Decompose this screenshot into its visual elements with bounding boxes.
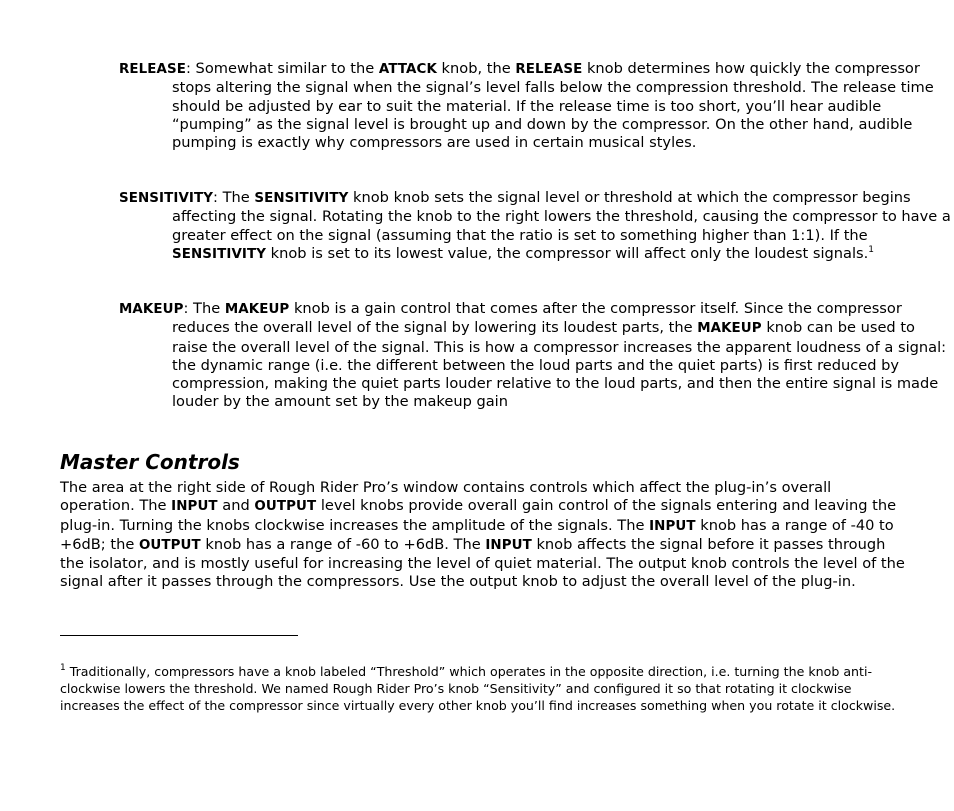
sensitivity-text: knob knob sets the signal level or threshold at which the compressor begins affecting the signal. Rotating the knob to the right lowers the threshold, causing the compressor to have a greater effect on the signal (assuming that the ratio is set to something higher than 1:1). If the: [172, 189, 951, 244]
footnote: [60, 664, 905, 714]
output-keyword: OUTPUT: [254, 499, 317, 515]
release-keyword: RELEASE: [515, 62, 583, 77]
paragraph-text: The area at the right side of Rough Rider Pro’s window contains controls which affect the plug-in’s overall operation. The: [60, 479, 832, 515]
release-text: : Somewhat similar to the: [186, 60, 379, 77]
makeup-text: knob can be used to raise the overall level of the signal. This is how a compressor increases the apparent loudness of a signal: the dynamic range (i.e. the different between the loud parts and the quiet parts) is first reduced by compression, making the quiet parts louder relative to the loud parts, and then the entire signal is made louder by the amount set by the makeup gain: [172, 319, 947, 411]
paragraph-text: knob affects the signal before it passes through the isolator, and is mostly useful for increasing the level of quiet material. The output knob controls the level of the signal after it passes through the compressors. Use the output knob to adjust the overall level of the plug-in.: [60, 535, 905, 591]
makeup-text: knob is a gain control that comes after the compressor itself. Since the compressor reduces the overall level of the signal by lowering its loudest parts, the: [172, 300, 902, 337]
footnote-reference[interactable]: 1: [868, 244, 874, 255]
sensitivity-keyword: SENSITIVITY: [172, 246, 267, 262]
section-heading: Master Controls: [60, 450, 240, 474]
release-term: RELEASE: [119, 62, 186, 77]
input-keyword: INPUT: [485, 537, 532, 553]
paragraph-text: level knobs provide overall gain control of the signals entering and leaving the plug-in. Turning the knobs clockwise increases the amplitude of the signals. The: [60, 497, 897, 534]
release-text: knob determines how quickly the compressor stops altering the signal when the signal’s level falls below the compression threshold. The release time should be adjusted by ear to suit the material. If the release time is too short, you’ll hear audible “pumping” as the signal level is brought up and down by the compressor. On the other hand, audible pumping is exactly why compressors are used in certain musical styles.: [172, 60, 934, 152]
footnote-text: Traditionally, compressors have a knob labeled “Threshold” which operates in the opposite direction, i.e. turning the knob anti-clockwise lowers the threshold. We named Rough Rider Pro’s knob “Sensitivity” and configured it so that rotating it clockwise increases the effect of the compressor since virtually every other knob you’ll find increases something when you rotate it clockwise.: [60, 664, 896, 713]
sensitivity-text: : The: [213, 189, 255, 206]
master-controls-paragraph: [60, 479, 905, 592]
makeup-text: : The: [183, 300, 225, 317]
footnote-marker: 1: [60, 663, 66, 673]
paragraph-text: knob has a range of -60 to +6dB. The: [200, 535, 486, 553]
release-entry: [119, 60, 952, 152]
sensitivity-term: SENSITIVITY: [119, 191, 214, 206]
makeup-keyword: MAKEUP: [224, 302, 290, 317]
sensitivity-entry: [119, 189, 952, 264]
makeup-entry: [119, 300, 952, 412]
paragraph-text: and: [217, 497, 255, 515]
sensitivity-text: knob is set to its lowest value, the compressor will affect only the loudest signals.: [266, 244, 869, 262]
input-keyword: INPUT: [649, 518, 696, 534]
paragraph-text: knob has a range of -40 to +6dB; the: [60, 516, 894, 553]
output-keyword: OUTPUT: [138, 537, 201, 553]
sensitivity-keyword: SENSITIVITY: [254, 191, 349, 206]
attack-keyword: ATTACK: [378, 62, 437, 77]
footnote-divider: [60, 635, 298, 636]
input-keyword: INPUT: [171, 499, 218, 515]
makeup-keyword: MAKEUP: [697, 321, 762, 337]
release-text: knob, the: [436, 60, 516, 77]
makeup-term: MAKEUP: [119, 302, 184, 317]
